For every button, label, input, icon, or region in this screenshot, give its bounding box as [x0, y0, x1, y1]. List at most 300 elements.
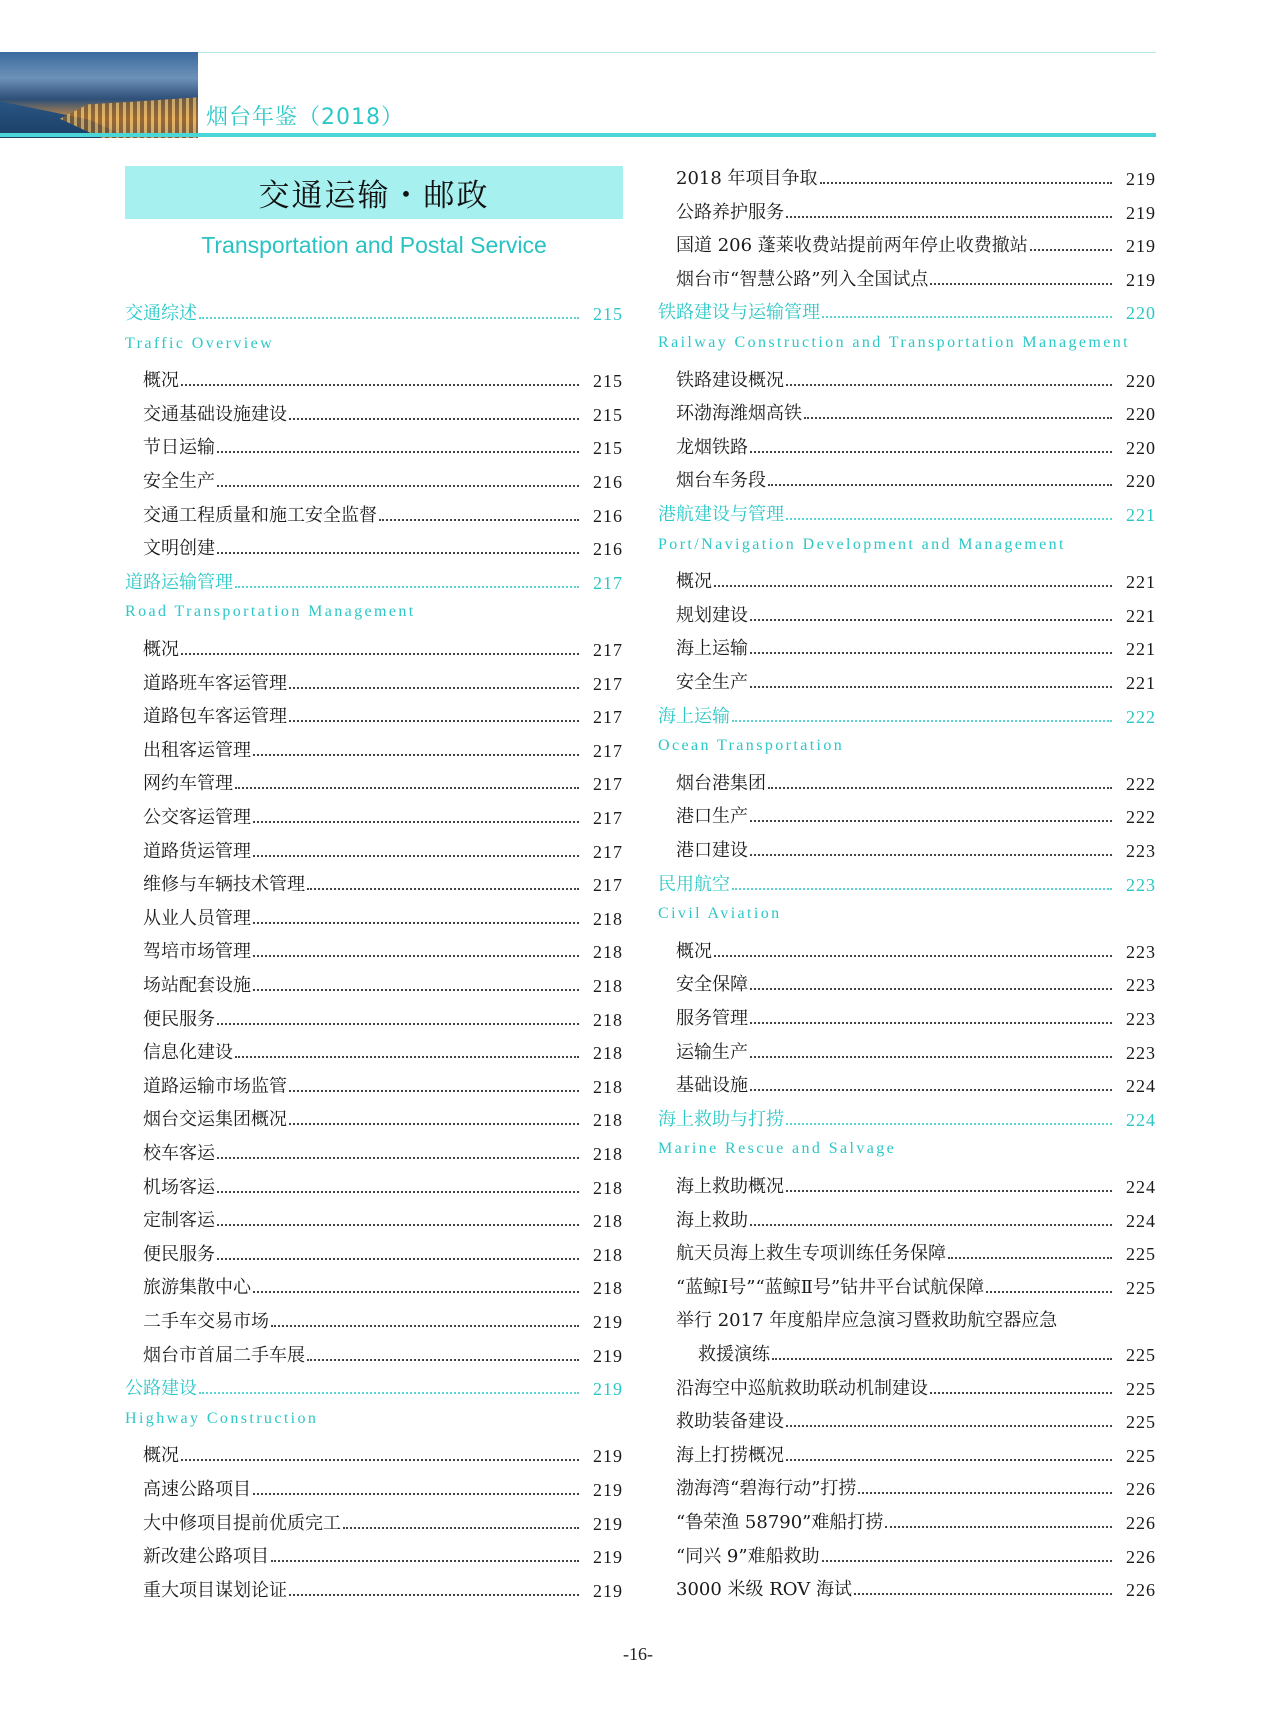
- toc-page-number: 218: [593, 1244, 623, 1265]
- toc-leader-dots: [181, 653, 579, 655]
- toc-entry[interactable]: [698, 1340, 1156, 1366]
- toc-leader-dots: [786, 1459, 1112, 1461]
- toc-leader-dots: [217, 485, 579, 487]
- toc-page-number: 217: [593, 707, 623, 728]
- toc-entry[interactable]: [676, 1374, 1156, 1400]
- toc-leader-dots: [253, 922, 579, 924]
- toc-entry-title: 救助装备建设: [676, 1411, 784, 1433]
- toc-leader-dots: [786, 1425, 1112, 1427]
- toc-entry[interactable]: [143, 1576, 623, 1602]
- toc-entry[interactable]: [676, 231, 1156, 257]
- toc-entry[interactable]: [676, 1206, 1156, 1232]
- toc-entry[interactable]: [143, 366, 623, 392]
- toc-entry[interactable]: [676, 970, 1156, 996]
- header-top-rule: [198, 52, 1156, 53]
- toc-leader-dots: [289, 720, 579, 722]
- toc-page-number: 225: [1126, 1345, 1156, 1365]
- toc-entry-title: 航天员海上救生专项训练任务保障: [676, 1243, 946, 1265]
- toc-leader-dots: [986, 1291, 1112, 1293]
- toc-section-entry[interactable]: [125, 299, 623, 325]
- toc-section-entry[interactable]: [658, 702, 1156, 728]
- toc-entry[interactable]: [676, 164, 1156, 190]
- toc-entry[interactable]: [676, 366, 1156, 392]
- toc-leader-dots: [199, 317, 579, 319]
- toc-page-number: 221: [1126, 673, 1156, 693]
- toc-entry[interactable]: [143, 937, 623, 963]
- toc-leader-dots: [786, 384, 1112, 386]
- toc-leader-dots: [750, 854, 1112, 856]
- toc-leader-dots: [289, 1123, 579, 1125]
- toc-entry[interactable]: [676, 466, 1156, 492]
- toc-leader-dots: [786, 216, 1112, 218]
- toc-leader-dots: [343, 1527, 579, 1529]
- toc-entry-title: 服务管理: [676, 1008, 748, 1029]
- toc-entry-title: 民用航空: [658, 873, 730, 895]
- toc-entry[interactable]: [676, 198, 1156, 224]
- toc-leader-dots: [930, 283, 1112, 285]
- toc-entry[interactable]: [143, 400, 623, 426]
- toc-entry-title: 道路班车客运管理: [143, 672, 287, 694]
- toc-leader-dots: [253, 1493, 579, 1495]
- toc-entry-title: 海上救助概况: [676, 1176, 784, 1197]
- toc-entry[interactable]: [143, 433, 623, 459]
- toc-entry-title: 校车客运: [143, 1143, 215, 1164]
- toc-entry-title: 环渤海潍烟高铁: [676, 403, 802, 425]
- toc-entry[interactable]: [143, 904, 623, 930]
- toc-entry-title: 二手车交易市场: [143, 1311, 269, 1332]
- toc-section-en-heading: Marine Rescue and Salvage: [658, 1140, 897, 1158]
- toc-leader-dots: [181, 384, 579, 386]
- toc-leader-dots: [217, 451, 579, 453]
- toc-entry-title: 安全生产: [676, 672, 748, 693]
- toc-entry-title: 国道 206 蓬莱收费站提前两年停止收费撤站: [676, 235, 1028, 257]
- toc-leader-dots: [885, 1526, 1112, 1528]
- toc-page-number: 223: [1126, 841, 1156, 861]
- toc-entry-title: 道路运输管理: [125, 571, 233, 593]
- toc-leader-dots: [289, 687, 579, 689]
- toc-entry[interactable]: [676, 1542, 1156, 1568]
- toc-page-number: 224: [1126, 1109, 1156, 1130]
- toc-leader-dots: [253, 955, 579, 957]
- toc-leader-dots: [217, 1224, 579, 1226]
- toc-entry-title: “蓝鲸Ⅰ号”“蓝鲸Ⅱ号”钻井平台试航保障: [676, 1276, 985, 1298]
- toc-section-entry[interactable]: [125, 568, 623, 594]
- toc-leader-dots: [217, 552, 579, 554]
- toc-section-entry[interactable]: [125, 1374, 623, 1400]
- toc-leader-dots: [786, 1123, 1112, 1125]
- toc-page-number: 219: [1126, 202, 1156, 223]
- toc-page-number: 217: [593, 673, 623, 694]
- toc-entry[interactable]: [143, 534, 623, 560]
- toc-entry[interactable]: [143, 1542, 623, 1568]
- toc-entry-title: 维修与车辆技术管理: [143, 874, 305, 896]
- toc-page-number: 215: [593, 371, 623, 392]
- toc-entry[interactable]: [143, 803, 623, 829]
- toc-page-number: 221: [1126, 572, 1156, 593]
- toc-page-number: 218: [593, 1009, 623, 1030]
- toc-entry-title: 道路包车客运管理: [143, 706, 287, 728]
- toc-page-number: 218: [593, 942, 623, 963]
- toc-page-number: 220: [1126, 370, 1156, 391]
- toc-page-number: 215: [593, 404, 623, 425]
- toc-entry[interactable]: [676, 668, 1156, 694]
- toc-page-number: 219: [593, 1379, 623, 1400]
- toc-page-number: 219: [593, 1480, 623, 1500]
- toc-page-number: 221: [1126, 505, 1156, 525]
- toc-entry[interactable]: [143, 1105, 623, 1131]
- toc-leader-dots: [750, 820, 1112, 822]
- toc-leader-dots: [750, 686, 1112, 688]
- header-city-photo: [0, 52, 198, 138]
- toc-page-number: 220: [1126, 404, 1156, 425]
- toc-entry-title: 举行 2017 年度船岸应急演习暨救助航空器应急: [676, 1310, 1058, 1332]
- toc-entry[interactable]: [676, 634, 1156, 660]
- toc-page-number: 217: [593, 841, 623, 862]
- toc-entry-title: 公交客运管理: [143, 807, 251, 828]
- toc-leader-dots: [854, 1593, 1112, 1595]
- toc-entry-title: 便民服务: [143, 1243, 215, 1265]
- toc-entry-title: 大中修项目提前优质完工: [143, 1512, 341, 1534]
- toc-section-en-heading: Civil Aviation: [658, 905, 782, 923]
- toc-leader-dots: [732, 888, 1112, 890]
- toc-leader-dots: [786, 518, 1112, 520]
- toc-page-number: 223: [1126, 1042, 1156, 1063]
- toc-entry[interactable]: [676, 1508, 1156, 1534]
- toc-entry-title: 交通基础设施建设: [143, 403, 287, 425]
- toc-entry[interactable]: [143, 769, 623, 795]
- toc-leader-dots: [271, 1560, 579, 1562]
- toc-page-number: 225: [1126, 1445, 1156, 1466]
- toc-entry[interactable]: [676, 1474, 1156, 1500]
- toc-page-number: 218: [593, 1144, 623, 1164]
- toc-page-number: 219: [1126, 169, 1156, 189]
- toc-page-number: 219: [1126, 269, 1156, 290]
- toc-entry-title: 文明创建: [143, 538, 215, 560]
- toc-page-number: 224: [1126, 1076, 1156, 1097]
- toc-page-number: 217: [593, 774, 623, 795]
- toc-leader-dots: [253, 989, 579, 991]
- toc-leader-dots: [235, 586, 579, 588]
- toc-entry-title: 海上打捞概况: [676, 1444, 784, 1466]
- toc-entry-title: 铁路建设概况: [676, 369, 784, 391]
- toc-page-number: 219: [593, 1547, 623, 1568]
- toc-page-number: 223: [1126, 874, 1156, 895]
- toc-page-number: 219: [593, 1513, 623, 1534]
- toc-page-number: 218: [593, 1043, 623, 1064]
- toc-page-number: 225: [1126, 1277, 1156, 1298]
- toc-page-number: 217: [593, 740, 623, 761]
- toc-page-number: 219: [593, 1312, 623, 1332]
- toc-leader-dots: [750, 652, 1112, 654]
- toc-leader-dots: [253, 821, 579, 823]
- toc-page-number: 225: [1126, 1244, 1156, 1265]
- toc-page-number: 226: [1126, 1513, 1156, 1533]
- toc-leader-dots: [217, 1157, 579, 1159]
- toc-page-number: 218: [593, 1211, 623, 1232]
- toc-entry[interactable]: [676, 1172, 1156, 1198]
- toc-entry-title: 龙烟铁路: [676, 436, 748, 458]
- toc-entry[interactable]: [676, 567, 1156, 593]
- toc-leader-dots: [786, 1190, 1112, 1192]
- toc-page-number: 218: [593, 1278, 623, 1299]
- toc-entry-title: 沿海空中巡航救助联动机制建设: [676, 1377, 928, 1399]
- toc-leader-dots: [217, 1258, 579, 1260]
- toc-page-number: 216: [593, 472, 623, 492]
- toc-page-number: 215: [593, 438, 623, 459]
- toc-page-number: 223: [1126, 941, 1156, 962]
- toc-entry-title: 公路养护服务: [676, 201, 784, 223]
- toc-leader-dots: [253, 855, 579, 857]
- toc-entry-title: 公路建设: [125, 1378, 197, 1400]
- toc-entry[interactable]: [676, 1004, 1156, 1030]
- toc-page-number: 216: [593, 505, 623, 526]
- toc-leader-dots: [235, 1056, 579, 1058]
- toc-entry[interactable]: [676, 601, 1156, 627]
- toc-entry[interactable]: [143, 837, 623, 863]
- toc-entry[interactable]: [676, 1038, 1156, 1064]
- toc-entry-title: 概况: [143, 639, 179, 660]
- toc-entry-title: 海上救助: [676, 1209, 748, 1231]
- toc-leader-dots: [307, 888, 579, 890]
- toc-page-number: 222: [1126, 706, 1156, 727]
- toc-page-number: 219: [593, 1580, 623, 1601]
- toc-page-number: 222: [1126, 807, 1156, 828]
- toc-leader-dots: [235, 787, 579, 789]
- toc-leader-dots: [289, 1594, 579, 1596]
- chapter-title-box: [125, 166, 623, 219]
- toc-leader-dots: [307, 1359, 579, 1361]
- toc-section-entry[interactable]: [658, 500, 1156, 526]
- toc-section-en-heading: Traffic Overview: [125, 334, 275, 352]
- toc-entry-title: 概况: [143, 370, 179, 392]
- toc-entry-title: 海上救助与打捞: [658, 1108, 784, 1130]
- toc-entry-title: 便民服务: [143, 1008, 215, 1030]
- toc-entry-title: 3000 米级 ROV 海试: [676, 1579, 852, 1601]
- toc-page-number: 220: [1126, 303, 1156, 324]
- toc-entry-title: 烟台港集团: [676, 772, 766, 794]
- toc-entry[interactable]: [143, 870, 623, 896]
- toc-leader-dots: [714, 585, 1112, 587]
- toc-entry-title: 道路货运管理: [143, 840, 251, 862]
- toc-entry[interactable]: [143, 669, 623, 695]
- toc-page-number: 223: [1126, 975, 1156, 996]
- toc-entry[interactable]: [143, 1441, 623, 1467]
- toc-entry[interactable]: [143, 501, 623, 527]
- toc-section-entry[interactable]: [658, 298, 1156, 324]
- toc-entry-title: 交通工程质量和施工安全监督: [143, 504, 377, 526]
- toc-leader-dots: [217, 1023, 579, 1025]
- toc-entry-title: 机场客运: [143, 1176, 215, 1198]
- toc-leader-dots: [750, 1089, 1112, 1091]
- toc-page-number: 220: [1126, 471, 1156, 492]
- toc-entry-title: 信息化建设: [143, 1042, 233, 1064]
- toc-entry-title: 烟台车务段: [676, 470, 766, 492]
- toc-leader-dots: [289, 418, 579, 420]
- toc-entry-title: 场站配套设施: [143, 975, 251, 996]
- toc-leader-dots: [750, 619, 1112, 621]
- toc-entry[interactable]: [676, 1575, 1156, 1601]
- toc-entry[interactable]: [143, 702, 623, 728]
- toc-entry[interactable]: [143, 736, 623, 762]
- toc-entry-title: 旅游集散中心: [143, 1277, 251, 1299]
- toc-page-number: 216: [593, 539, 623, 560]
- toc-page-number: 222: [1126, 773, 1156, 794]
- toc-page-number: 221: [1126, 639, 1156, 660]
- toc-leader-dots: [772, 1358, 1112, 1360]
- toc-entry[interactable]: [143, 1173, 623, 1199]
- toc-leader-dots: [750, 1056, 1112, 1058]
- toc-entry[interactable]: [143, 1139, 623, 1165]
- toc-page-number: 225: [1126, 1412, 1156, 1433]
- toc-entry[interactable]: [676, 1273, 1156, 1299]
- toc-leader-dots: [1030, 249, 1112, 251]
- toc-page-number: 219: [593, 1446, 623, 1467]
- toc-entry[interactable]: [676, 433, 1156, 459]
- toc-page-number: 225: [1126, 1378, 1156, 1399]
- toc-page-number: 217: [593, 640, 623, 660]
- toc-entry-title: 新改建公路项目: [143, 1546, 269, 1568]
- toc-entry[interactable]: [676, 937, 1156, 963]
- toc-page-number: 223: [1126, 1009, 1156, 1029]
- toc-page-number: 224: [1126, 1177, 1156, 1197]
- toc-section-en-heading: Road Transportation Management: [125, 603, 416, 621]
- toc-leader-dots: [930, 1392, 1112, 1394]
- toc-page-number: 215: [593, 304, 623, 324]
- toc-entry-title: 渤海湾“碧海行动”打捞: [676, 1478, 857, 1500]
- toc-page-number: 221: [1126, 605, 1156, 626]
- toc-section-en-heading: Ocean Transportation: [658, 737, 845, 755]
- toc-entry-title: 海上运输: [676, 638, 748, 660]
- toc-entry-title: 重大项目谋划论证: [143, 1579, 287, 1601]
- toc-page-number: 217: [593, 808, 623, 828]
- toc-leader-dots: [217, 1191, 579, 1193]
- toc-section-entry[interactable]: [658, 1105, 1156, 1131]
- toc-entry-title: 铁路建设与运输管理: [658, 302, 820, 324]
- toc-entry[interactable]: [143, 1273, 623, 1299]
- toc-entry[interactable]: [676, 1071, 1156, 1097]
- toc-entry-title: 道路运输市场监管: [143, 1075, 287, 1097]
- toc-page-number: 226: [1126, 1546, 1156, 1567]
- toc-entry-title: 定制客运: [143, 1210, 215, 1232]
- page-number: -16-: [623, 1644, 653, 1664]
- toc-entry[interactable]: [676, 1441, 1156, 1467]
- toc-entry-title: 交通综述: [125, 303, 197, 324]
- toc-leader-dots: [768, 787, 1112, 789]
- toc-page-number: 220: [1126, 437, 1156, 458]
- toc-entry-title: 安全保障: [676, 974, 748, 996]
- toc-page-number: 226: [1126, 1580, 1156, 1601]
- toc-entry-title: 烟台交运集团概况: [143, 1109, 287, 1131]
- toc-entry[interactable]: [143, 1509, 623, 1535]
- toc-entry[interactable]: [143, 1475, 623, 1501]
- toc-entry-title: 安全生产: [143, 471, 215, 492]
- toc-entry[interactable]: [143, 1005, 623, 1031]
- toc-page-number: 217: [593, 572, 623, 593]
- toc-entry[interactable]: [143, 1341, 623, 1367]
- chapter-subtitle: Transportation and Postal Service: [201, 232, 547, 258]
- toc-entry-title: 出租客运管理: [143, 739, 251, 761]
- toc-entry[interactable]: [143, 971, 623, 997]
- toc-entry-title: 网约车管理: [143, 773, 233, 795]
- toc-leader-dots: [253, 1291, 579, 1293]
- toc-entry[interactable]: [676, 769, 1156, 795]
- toc-entry-title: 驾培市场管理: [143, 941, 251, 963]
- toc-leader-dots: [822, 1560, 1112, 1562]
- toc-page-number: 219: [593, 1345, 623, 1366]
- toc-section-en-heading: Port/Navigation Development and Management: [658, 535, 1066, 553]
- toc-leader-dots: [289, 1090, 579, 1092]
- toc-page-number: 218: [593, 1177, 623, 1198]
- toc-entry[interactable]: [143, 1307, 623, 1333]
- toc-entry-title: 2018 年项目争取: [676, 168, 818, 189]
- toc-leader-dots: [822, 316, 1112, 318]
- toc-entry[interactable]: [143, 467, 623, 493]
- toc-entry-title: 港口建设: [676, 840, 748, 861]
- toc-entry-title: 节日运输: [143, 437, 215, 459]
- toc-entry-title: 烟台市首届二手车展: [143, 1344, 305, 1366]
- toc-entry[interactable]: [676, 836, 1156, 862]
- toc-entry-title: 规划建设: [676, 604, 748, 626]
- toc-entry-title: 从业人员管理: [143, 907, 251, 929]
- toc-entry[interactable]: [676, 802, 1156, 828]
- toc-leader-dots: [750, 1022, 1112, 1024]
- toc-leader-dots: [768, 484, 1112, 486]
- toc-page-number: 218: [593, 1076, 623, 1097]
- toc-entry[interactable]: [676, 399, 1156, 425]
- toc-entry[interactable]: [676, 265, 1156, 291]
- toc-leader-dots: [804, 417, 1112, 419]
- toc-leader-dots: [714, 955, 1112, 957]
- toc-entry-title: 基础设施: [676, 1075, 748, 1097]
- toc-page-number: 217: [593, 875, 623, 896]
- toc-page-number: 224: [1126, 1210, 1156, 1231]
- toc-entry-title: 概况: [676, 940, 712, 962]
- toc-entry-title: 港航建设与管理: [658, 504, 784, 525]
- toc-entry[interactable]: [143, 1038, 623, 1064]
- toc-entry-title: 高速公路项目: [143, 1479, 251, 1500]
- toc-page-number: 226: [1126, 1479, 1156, 1500]
- toc-entry-title: 概况: [143, 1445, 179, 1467]
- toc-leader-dots: [253, 754, 579, 756]
- toc-section-en-heading: Highway Construction: [125, 1409, 319, 1427]
- toc-entry[interactable]: [143, 1240, 623, 1266]
- toc-leader-dots: [750, 1224, 1112, 1226]
- toc-leader-dots: [858, 1492, 1112, 1494]
- toc-leader-dots: [199, 1392, 579, 1394]
- toc-leader-dots: [948, 1257, 1112, 1259]
- toc-entry-title: 概况: [676, 571, 712, 593]
- toc-page-number: 218: [593, 1110, 623, 1131]
- toc-entry[interactable]: [676, 1306, 1156, 1332]
- toc-entry[interactable]: [143, 635, 623, 661]
- toc-entry-title: 海上运输: [658, 705, 730, 727]
- toc-entry[interactable]: [143, 1072, 623, 1098]
- toc-entry-title: “鲁荣渔 58790”难船打捞: [676, 1512, 884, 1533]
- toc-entry-title: 救援演练: [698, 1344, 770, 1365]
- toc-entry[interactable]: [676, 1239, 1156, 1265]
- toc-entry[interactable]: [676, 1407, 1156, 1433]
- toc-leader-dots: [820, 182, 1112, 184]
- yearbook-title: 烟台年鉴（2018）: [206, 105, 404, 130]
- toc-entry-title: 运输生产: [676, 1041, 748, 1063]
- toc-entry-title: 港口生产: [676, 806, 748, 828]
- toc-leader-dots: [271, 1325, 579, 1327]
- toc-section-entry[interactable]: [658, 870, 1156, 896]
- toc-page-number: 218: [593, 908, 623, 929]
- toc-entry[interactable]: [143, 1206, 623, 1232]
- toc-entry-title: 烟台市“智慧公路”列入全国试点: [676, 268, 929, 290]
- toc-leader-dots: [181, 1459, 579, 1461]
